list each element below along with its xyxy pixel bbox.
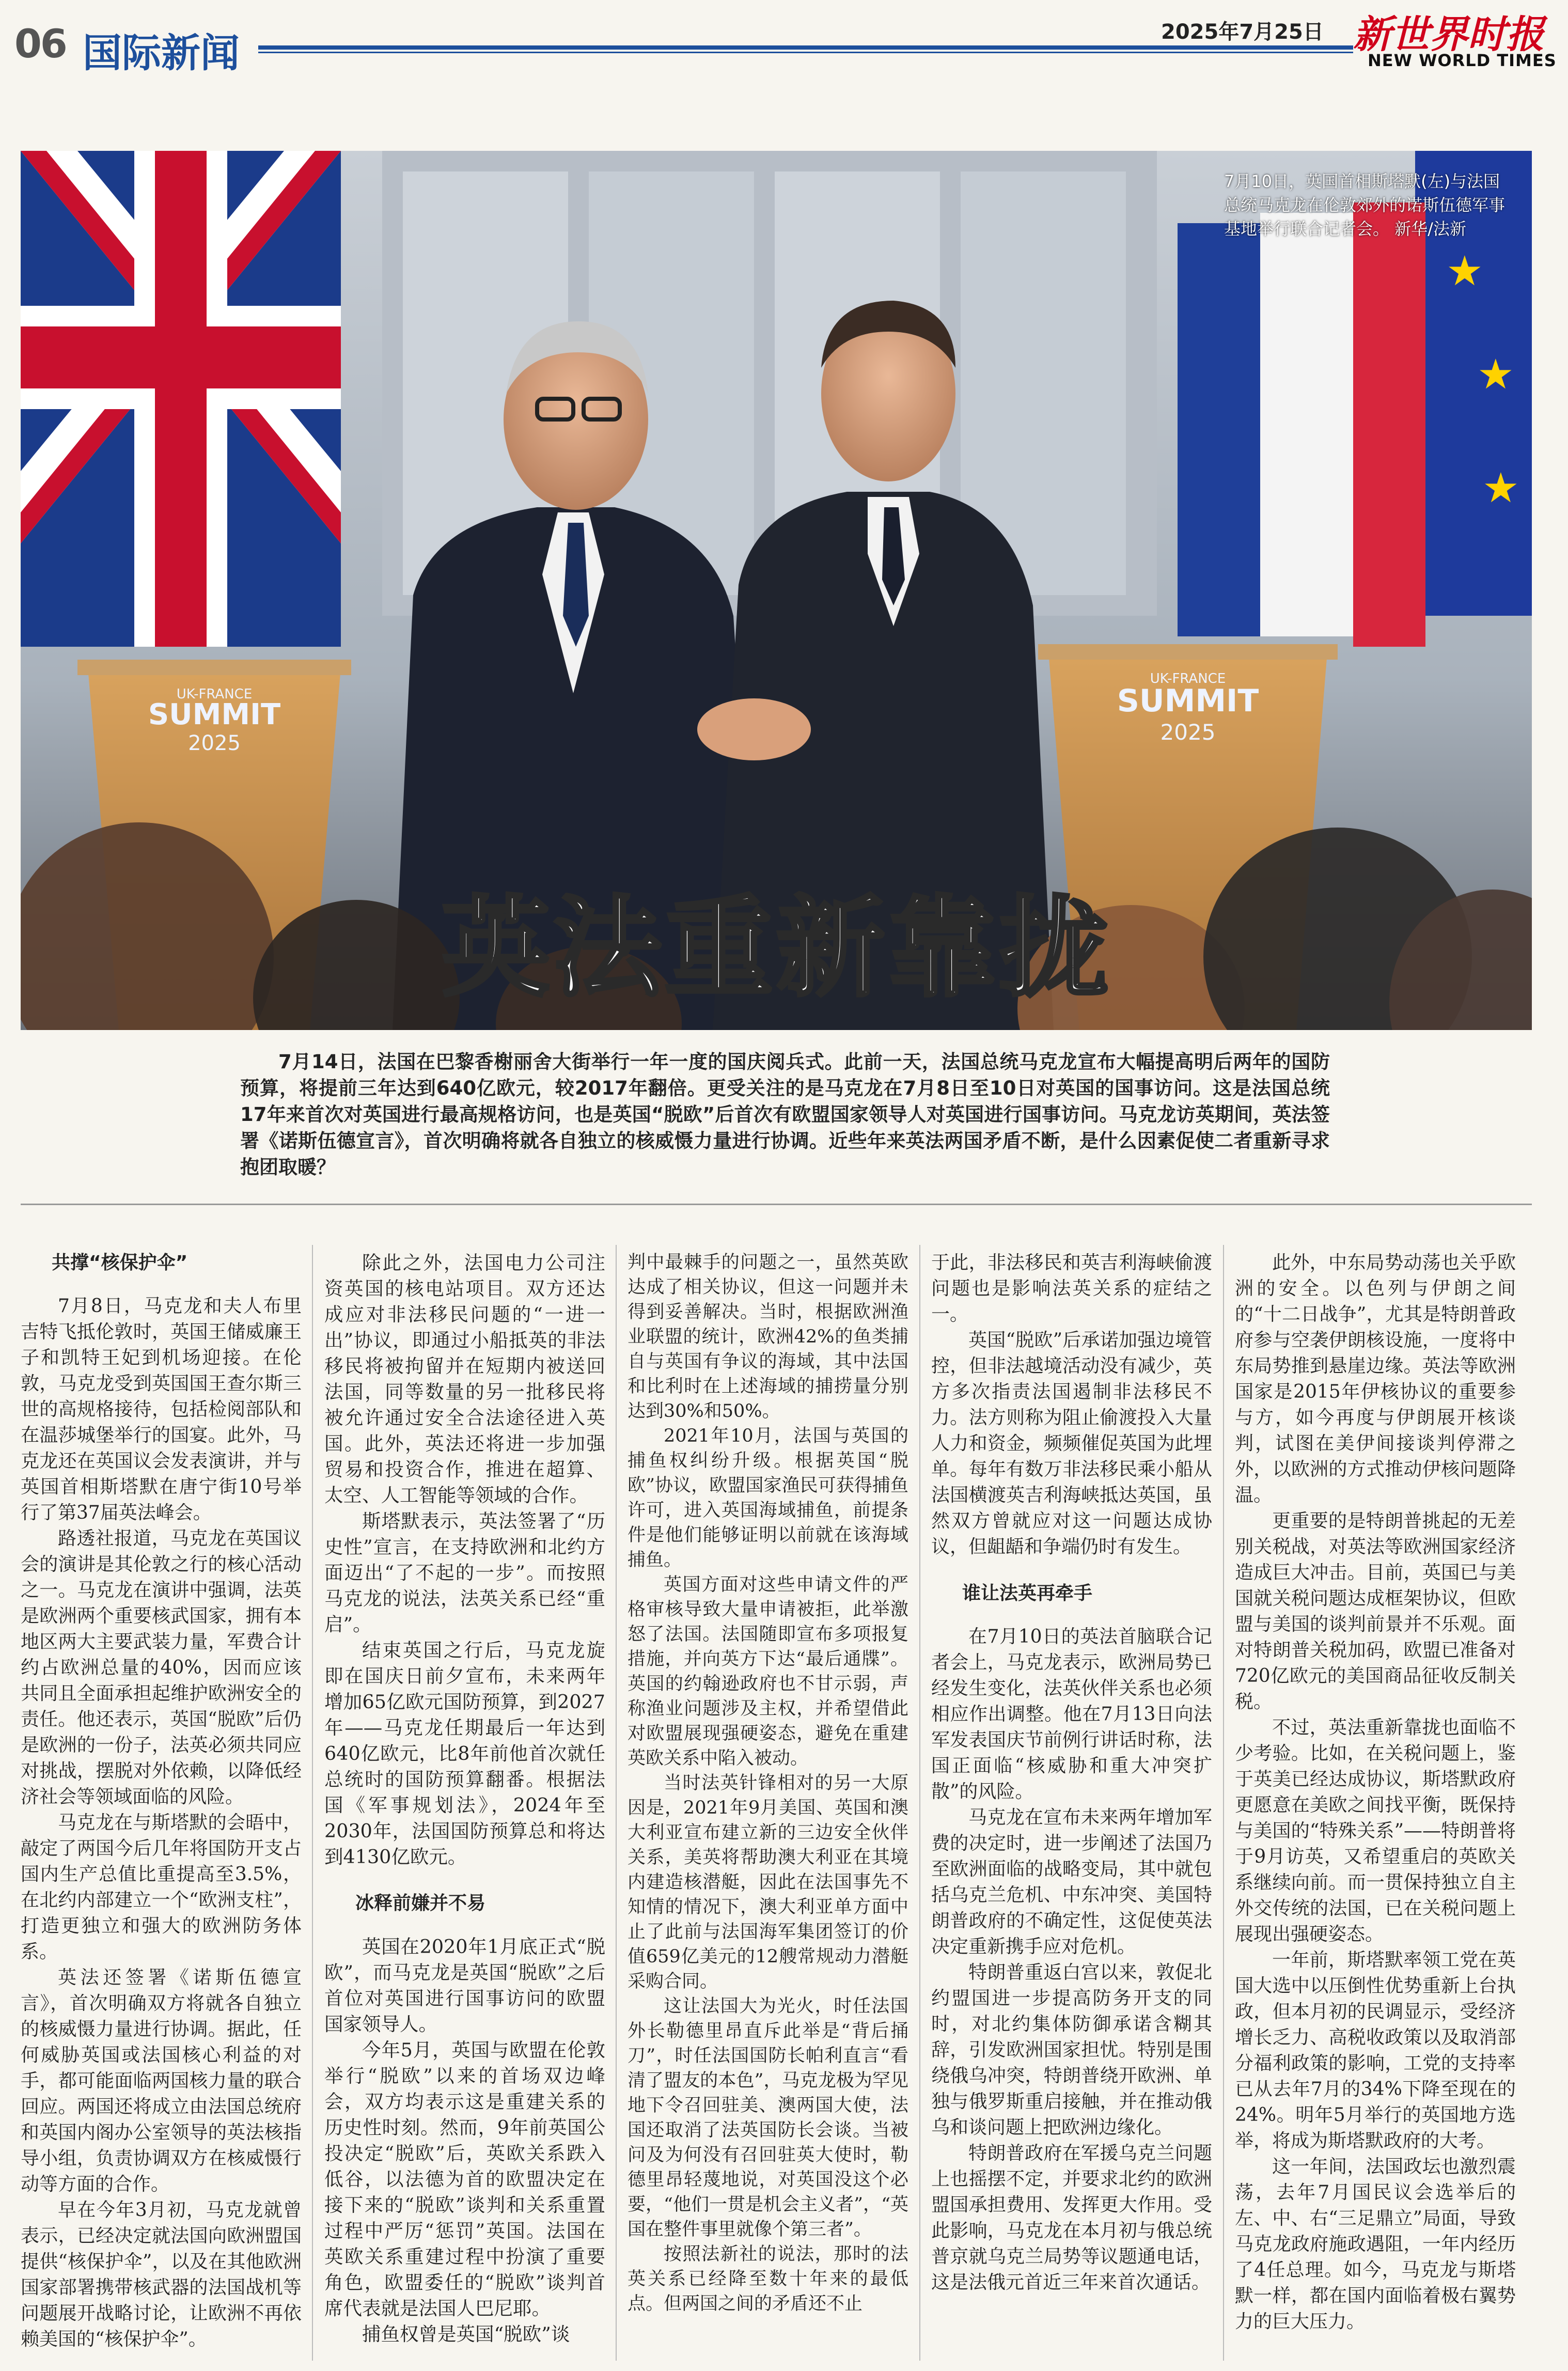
masthead-english: NEW WORLD TIMES [1368, 51, 1557, 70]
svg-text:UK-FRANCE: UK-FRANCE [176, 687, 253, 702]
page-header [0, 0, 1568, 77]
column-rule [312, 1245, 313, 2361]
paragraph: 特朗普重返白宫以来，敦促北约盟国进一步提高防务开支的同时，对北约集体防御承诺含糊其辞，引发欧洲国家担忧。特别是围绕俄乌冲突，特朗普绕开欧洲、单独与俄罗斯重启接触，并在推动俄乌和谈问题上把欧洲边缘化。 [931, 1962, 1212, 2138]
photo-caption: 7月10日，英国首相斯塔默(左)与法国总统马克龙在伦敦郊外的诺斯伍德军事基地举行联合记者会。 新华/法新 [1224, 171, 1506, 239]
svg-text:★: ★ [1477, 350, 1514, 398]
paragraph: 英国“脱欧”后承诺加强边境管控，但非法越境活动没有减少，英方多次指责法国遏制非法移民不力。法方则称为阻止偷渡投入大量人力和资金，频频催促英国为此埋单。每年有数万非法移民乘小船从法国横渡英吉利海峡抵达英国，虽然双方曾就应对这一问题达成协议，但龃龉和争端仍时有发生。 [931, 1330, 1212, 1557]
lede-summary: 7月14日，法国在巴黎香榭丽舍大街举行一年一度的国庆阅兵式。此前一天，法国总统马克龙宣布大幅提高明后两年的国防预算，将提前三年达到640亿欧元，较2017年翻倍。更受关注的是马克龙在7月8日至10日对英国的国事访问。这是法国总统17年来首次对英国进行最高规格访问，也是英国“脱欧”后首次有欧盟国家领导人对英国进行国事访问。马克龙访英期间，英法签署《诺斯伍德宣言》，首次明确将就各自独立的核威慑力量进行协调。近些年来英法两国矛盾不断，是什么因素促使二者重新寻求抱团取暖？ [240, 1051, 1330, 1178]
svg-text:★: ★ [1482, 464, 1519, 512]
issue-date: 2025年7月25日 [1161, 20, 1324, 44]
paragraph: 斯塔默表示，英法签署了“历史性”宣言，在支持欧洲和北约方面迈出“了不起的一步”。而按照马克龙的说法，法英关系已经“重启”。 [324, 1510, 605, 1635]
header-rule [258, 45, 1353, 50]
masthead-logo: 新世界时报 [1353, 12, 1544, 57]
uk-flag-illustration [21, 151, 341, 647]
paragraph: 英国在2020年1月底正式“脱欧”，而马克龙是英国“脱欧”之后首位对英国进行国事访问的欧盟国家领导人。 [324, 1936, 605, 2035]
page-number: 06 [14, 21, 66, 67]
paragraph: 判中最棘手的问题之一，虽然英欧达成了相关协议，但这一问题并未得到妥善解决。当时，根据欧洲渔业联盟的统计，欧洲42%的鱼类捕自与英国有争议的海域，其中法国和比利时在上述海域的捕捞量分别达到30%和50%。 [628, 1252, 908, 1422]
paragraph: 不过，英法重新靠拢也面临不少考验。比如，在关税问题上，鉴于英美已经达成协议，斯塔默政府更愿意在美欧之间找平衡，既保持与美国的“特殊关系”——特朗普将于9月访英，又希望重启的英欧关系继续向前。而一贯保持独立自主外交传统的法国，已在关税问题上展现出强硬姿态。 [1235, 1717, 1516, 1945]
column-rule [919, 1245, 920, 2361]
paragraph: 这一年间，法国政坛也激烈震荡，去年7月国民议会选举后的左、中、右“三足鼎立”局面，导致马克龙政府施政遇阻，一年内经历了4任总理。如今，马克龙与斯塔默一样，都在国内面临着极右翼势力的巨大压力。 [1235, 2156, 1516, 2332]
paragraph: 今年5月，英国与欧盟在伦敦举行“脱欧”以来的首场双边峰会，双方均表示这是重建关系的历史性时刻。然而，9年前英国公投决定“脱欧”后，英欧关系跌入低谷，以法德为首的欧盟决定在接下来的“脱欧”谈判和关系重置过程中严厉“惩罚”英国。法国在英欧关系重建过程中扮演了重要角色，欧盟委任的“脱欧”谈判首席代表就是法国人巴尼耶。 [324, 2039, 605, 2319]
paragraph: 马克龙在宣布未来两年增加军费的决定时，进一步阐述了法国乃至欧洲面临的战略变局，其中就包括乌克兰危机、中东冲突、美国特朗普政府的不确定性，这促使英法决定重新携手应对危机。 [931, 1807, 1212, 1957]
lede-divider [21, 1204, 1532, 1205]
column-rule [1223, 1245, 1224, 2361]
paragraph: 当时法英针锋相对的另一大原因是，2021年9月美国、英国和澳大利亚宣布建立新的三边安全伙伴关系，美英将帮助澳大利亚在其境内建造核潜艇，因此在法国事先不知情的情况下，澳大利亚单方面中止了此前与法国海军集团签订的价值659亿美元的12艘常规动力潜艇采购合同。 [628, 1773, 908, 1992]
paragraph: 此外，中东局势动荡也关乎欧洲的安全。以色列与伊朗之间的“十二日战争”，尤其是特朗普政府参与空袭伊朗核设施，一度将中东局势推到悬崖边缘。英法等欧洲国家是2015年伊核协议的重要参与方，如今再度与伊朗展开核谈判，试图在美伊间接谈判停滞之外，以欧洲的方式推动伊核问题降温。 [1235, 1252, 1516, 1506]
headline: 英法重新靠拢 [441, 884, 1111, 1011]
section-title: 国际新闻 [83, 30, 240, 76]
paragraph: 结束英国之行后，马克龙旋即在国庆日前夕宣布，未来两年增加65亿欧元国防预算，到2027年——马克龙任期最后一年达到640亿欧元，比8年前他首次就任总统时的国防预算翻番。根据法国《军事规划法》，2024年至2030年，法国国防预算总和将达到4130亿欧元。 [324, 1639, 605, 1868]
column-rule [616, 1245, 617, 2361]
paragraph: 2021年10月，法国与英国的捕鱼权纠纷升级。根据英国“脱欧”协议，欧盟国家渔民可获得捕鱼许可，进入英国海域捕鱼，前提条件是他们能够证明以前就在该海域捕鱼。 [628, 1426, 908, 1570]
paragraph: 更重要的是特朗普挑起的无差别关税战，对英法等欧洲国家经济造成巨大冲击。目前，英国已与美国就关税问题达成框架协议，但欧盟与美国的谈判前景并不乐观。面对特朗普关税加码，欧盟已准备对720亿欧元的美国商品征收反制关税。 [1235, 1510, 1516, 1712]
paragraph: 7月8日，马克龙和夫人布里吉特飞抵伦敦时，英国王储威廉王子和凯特王妃到机场迎接。在伦敦，马克龙受到英国国王查尔斯三世的高规格接待，包括检阅部队和在温莎城堡举行的国宴。此外，马克龙还在英国议会发表演讲，并与英国首相斯塔默在唐宁街10号举行了第37届英法峰会。 [21, 1296, 302, 1523]
svg-text:2025: 2025 [1160, 720, 1216, 745]
svg-text:UK-FRANCE: UK-FRANCE [1150, 671, 1226, 687]
article-column-3 [628, 1250, 908, 2316]
svg-text:★: ★ [1446, 247, 1483, 295]
article-column-2 [324, 1250, 605, 2347]
paragraph: 捕鱼权曾是英国“脱欧”谈 [362, 2323, 570, 2345]
paragraph: 一年前，斯塔默率领工党在英国大选中以压倒性优势重新上台执政，但本月初的民调显示，受经济增长乏力、高税收政策以及取消部分福利政策的影响，工党的支持率已从去年7月的34%下降至现在的24%。明年5月举行的英国地方选举，将成为斯塔默政府的大考。 [1235, 1949, 1516, 2151]
subheading: 共撑“核保护伞” [52, 1252, 188, 1273]
paragraph: 于此，非法移民和英吉利海峡偷渡问题也是影响法英关系的症结之一。 [931, 1252, 1212, 1325]
subheading: 谁让法英再牵手 [962, 1583, 1093, 1604]
paragraph: 按照法新社的说法，那时的法英关系已经降至数十年来的最低点。但两国之间的矛盾还不止 [628, 2244, 908, 2314]
subheading: 冰释前嫌并不易 [355, 1893, 486, 1914]
paragraph: 除此之外，法国电力公司注资英国的核电站项目。双方还达成应对非法移民问题的“一进一出”协议，即通过小船抵英的非法移民将被拘留并在短期内被送回法国，同等数量的另一批移民将被允许通过安全合法途径进入英国。此外，英法还将进一步加强贸易和投资合作，推进在超算、太空、人工智能等领域的合作。 [324, 1252, 605, 1506]
paragraph: 这让法国大为光火，时任法国外长勒德里昂直斥此举是“背后捅刀”，时任法国国防长帕利直言“看清了盟友的本色”，马克龙极为罕见地下令召回驻美、澳两国大使，法国还取消了法英国防长会谈。当被问及为何没有召回驻英大使时，勒德里昂轻蔑地说，对英国没这个必要，“他们一贯是机会主义者”，“英国在整件事里就像个第三者”。 [628, 1996, 908, 2240]
header-rule-thin [258, 52, 1353, 53]
paragraph: 英国方面对这些申请文件的严格审核导致大量申请被拒，此举激怒了法国。法国随即宣布多项报复措施，并向英方下达“最后通牒”。英国的约翰逊政府也不甘示弱，声称渔业问题涉及主权，并希望借此对欧盟展现强硬姿态，避免在重建英欧关系中陷入被动。 [628, 1574, 908, 1769]
paragraph: 路透社报道，马克龙在英国议会的演讲是其伦敦之行的核心活动之一。马克龙在演讲中强调，法英是欧洲两个重要核武国家，拥有本地区两大主要武装力量，军费合计约占欧洲总量的40%，因而应该共同且全面承担起维护欧洲安全的责任。他还表示，英国“脱欧”后仍是欧洲的一份子，法英必须共同应对挑战，摆脱对外依赖，以降低经济社会等领域面临的风险。 [21, 1528, 302, 1807]
paragraph: 早在今年3月初，马克龙就曾表示，已经决定就法国向欧洲盟国提供“核保护伞”，以及在其他欧洲国家部署携带核武器的法国战机等问题展开战略讨论，让欧洲不再依赖美国的“核保护伞”。 [21, 2200, 302, 2350]
svg-text:SUMMIT: SUMMIT [148, 698, 281, 731]
france-flag-illustration [1178, 202, 1425, 647]
paragraph: 英法还签署《诺斯伍德宣言》，首次明确双方将就各自独立的核威慑力量进行协调。据此，任何威胁英国或法国核心利益的对手，都可能面临两国核力量的联合回应。两国还将成立由法国总统府和英国内阁办公室领导的英法核指导小组，负责协调双方在核威慑行动等方面的合作。 [21, 1967, 302, 2195]
paragraph: 马克龙在与斯塔默的会晤中，敲定了两国今后几年将国防开支占国内生产总值比重提高至3.5%，在北约内部建立一个“欧洲支柱”，打造更独立和强大的欧洲防务体系。 [21, 1812, 302, 1962]
lead-photo [21, 151, 1532, 1030]
svg-text:2025: 2025 [188, 731, 241, 755]
article-column-1 [21, 1250, 302, 2352]
paragraph: 在7月10日的英法首脑联合记者会上，马克龙表示，欧洲局势已经发生变化，法英伙伴关系也必须相应作出调整。他在7月13日向法军发表国庆节前例行讲话时称，法国正面临“核威胁和重大冲突扩散”的风险。 [931, 1626, 1212, 1802]
article-column-4 [931, 1250, 1212, 2296]
svg-text:SUMMIT: SUMMIT [1117, 683, 1259, 719]
article-column-5 [1235, 1250, 1516, 2335]
paragraph: 特朗普政府在军援乌克兰问题上也摇摆不定，并要求北约的欧洲盟国承担费用、发挥更大作用。受此影响，马克龙在本月初与俄总统普京就乌克兰局势等议题通电话，这是法俄元首近三年来首次通话。 [931, 2143, 1212, 2293]
